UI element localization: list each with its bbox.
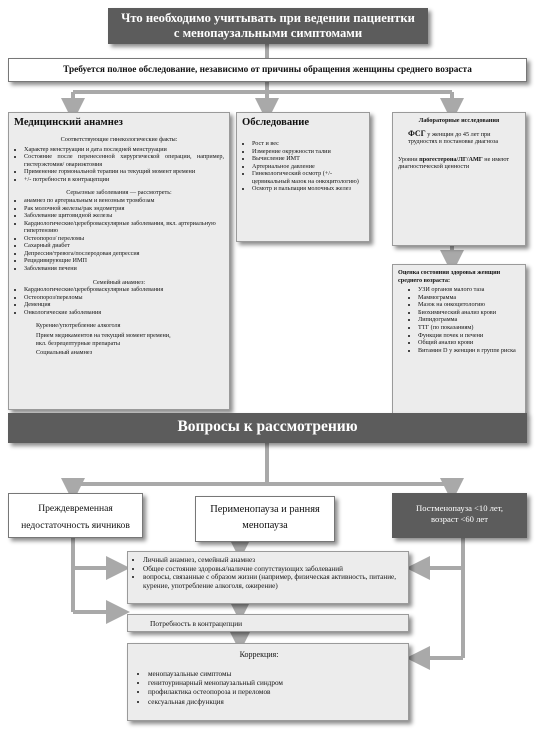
header-banner [108, 8, 428, 44]
list-item: • Онкологические заболевания [24, 309, 224, 317]
gyn-heading: Соответствующие гинекологические факты: [60, 136, 178, 143]
list-item: • Личный анамнез, семейный анамнез [143, 556, 402, 565]
list-item: • Заболевание щитовидной железы [24, 212, 224, 220]
requirement-box [8, 58, 527, 82]
list-item: • Остеопороз/ переломы [24, 235, 224, 243]
levels-bold: прогестерона/ЛГ/АМГ [419, 155, 483, 163]
list-item: • ТТГ (по показаниям) [418, 324, 520, 332]
list-item: • Вычисление ИМТ [252, 155, 364, 163]
social-line: Социальный анамнез [36, 349, 93, 357]
list-item: • Липидограмма [418, 316, 520, 324]
list-item: • Рак молочной железы/рак эндометрия [24, 205, 224, 213]
list-item: • Рецидивирующие ИМП [24, 257, 224, 265]
list-item: • менопаузальные симптомы [148, 670, 402, 679]
social-line: вкл. безрецептурные препараты [36, 339, 120, 347]
assessment-list [398, 286, 520, 354]
serious-list [14, 197, 224, 273]
correction-title: Коррекция: [239, 650, 279, 659]
lab-box [392, 112, 526, 246]
social-line: Курение/употребление алкоголя [36, 322, 121, 330]
assessment-title: Оценка состояния здоровья женщин среднего возраста: [398, 269, 501, 284]
questions-title: Вопросы к рассмотрению [177, 418, 358, 435]
examination-title: Обследование [242, 117, 310, 128]
medical-history-title: Медицинский анамнез [14, 117, 123, 128]
list-item: • Остеопороз/переломы [24, 294, 224, 302]
family-heading: Семейный анамнез: [92, 278, 146, 286]
list-item: • сексуальная дисфункция [148, 698, 402, 707]
assessment-box [392, 264, 526, 414]
list-item: • Кардиологические/цереброваскулярные заболевания [24, 286, 224, 294]
examination-list [242, 140, 364, 193]
lab-levels [398, 156, 520, 171]
list-item: • Рост и вес [252, 140, 364, 148]
contraception-text: Потребность в контрацепции [150, 619, 243, 628]
list-item: • Мазок на онкоцитологию [418, 301, 520, 309]
category-premature [8, 493, 143, 538]
lab-fsh [398, 129, 520, 146]
list-item: • Функция почек и печени [418, 332, 520, 340]
list-item: • Измерение окружности талии [252, 148, 364, 156]
fsh-text: у женщин до 45 лет при трудностях в постановке диагноза [408, 130, 499, 146]
list-item: • вопросы, связанные с образом жизни (например, физическая активность, питание, курение, употребление алкоголя, ожирение) [143, 573, 402, 590]
header-line-1: Что необходимо учитывать при ведении пациентки [121, 11, 415, 25]
correction-list [136, 670, 402, 707]
category-premature-label: Преждевременная недостаточность яичников [21, 503, 130, 531]
category-postmenopause [392, 493, 527, 538]
family-list [14, 286, 224, 316]
list-item: • Депрессия/тревога/послеродовая депрессия [24, 250, 224, 258]
serious-heading: Серьезные заболевания — рассмотреть: [66, 189, 172, 197]
list-item: • профилактика остеопороза и переломов [148, 688, 402, 697]
category-perimenopause-label: Перименопауза и ранняя менопауза [210, 504, 320, 531]
lab-title: Лабораторные исследования [418, 117, 500, 124]
list-item: • Общий анализ крови [418, 339, 520, 347]
levels-prefix: Уровни [398, 155, 420, 163]
list-item: • Характер менструации и дата последней менструации [24, 146, 224, 154]
medical-history-box [8, 112, 230, 410]
history-list [132, 556, 402, 591]
list-item: • генитоуринарный менопаузальный синдром [148, 679, 402, 688]
list-item: • Состояние после перенесенной хирургической операции, например, гистерэктомия/ овариэктомия [24, 153, 224, 168]
social-line: Прием медикаментов на текущий момент времени, [36, 331, 171, 339]
list-item: • Гинекологический осмотр (+/- цервикальный мазок на онкоцитологию) [252, 170, 364, 185]
list-item: • УЗИ органов малого таза [418, 286, 520, 294]
history-box [127, 551, 409, 604]
correction-box [127, 643, 409, 721]
list-item: • Общее состояние здоровья/наличие сопутствующих заболеваний [143, 565, 402, 574]
contraception-box [127, 614, 409, 632]
examination-box [236, 112, 370, 242]
list-item: • Применение гормональной терапии на текущий момент времени [24, 168, 224, 176]
header-line-2: с менопаузальными симптомами [173, 26, 363, 40]
list-item: • Кардиологические/цереброваскулярные заболевания, вкл. артериальную гипертензию [24, 220, 224, 235]
list-item: • Заболевания печени [24, 265, 224, 273]
list-item: • Артериальное давление [252, 163, 364, 171]
levels-suffix: не имеют диагностической ценности [398, 155, 510, 171]
list-item: • +/- потребности в контрацепции [24, 176, 224, 184]
list-item: • Маммограмма [418, 294, 520, 302]
category-perimenopause [195, 496, 335, 542]
fsh-label: ФСГ [408, 128, 426, 138]
questions-banner [8, 413, 527, 443]
list-item: • Витамин D у женщин в группе риска [418, 347, 520, 355]
social-block [14, 322, 224, 356]
requirement-text: Требуется полное обследование, независимо от причины обращения женщины среднего возраста [63, 65, 472, 75]
list-item: • анамнез по артериальным и венозным тромбозам [24, 197, 224, 205]
category-postmenopause-label: Постменопауза <10 лет, возраст <60 лет [415, 503, 503, 524]
list-item: • Осмотр и пальпация молочных желез [252, 185, 364, 193]
gyn-list [14, 146, 224, 184]
list-item: • Биохимический анализ крови [418, 309, 520, 317]
list-item: • Сахарный диабет [24, 242, 224, 250]
list-item: • Деменция [24, 301, 224, 309]
